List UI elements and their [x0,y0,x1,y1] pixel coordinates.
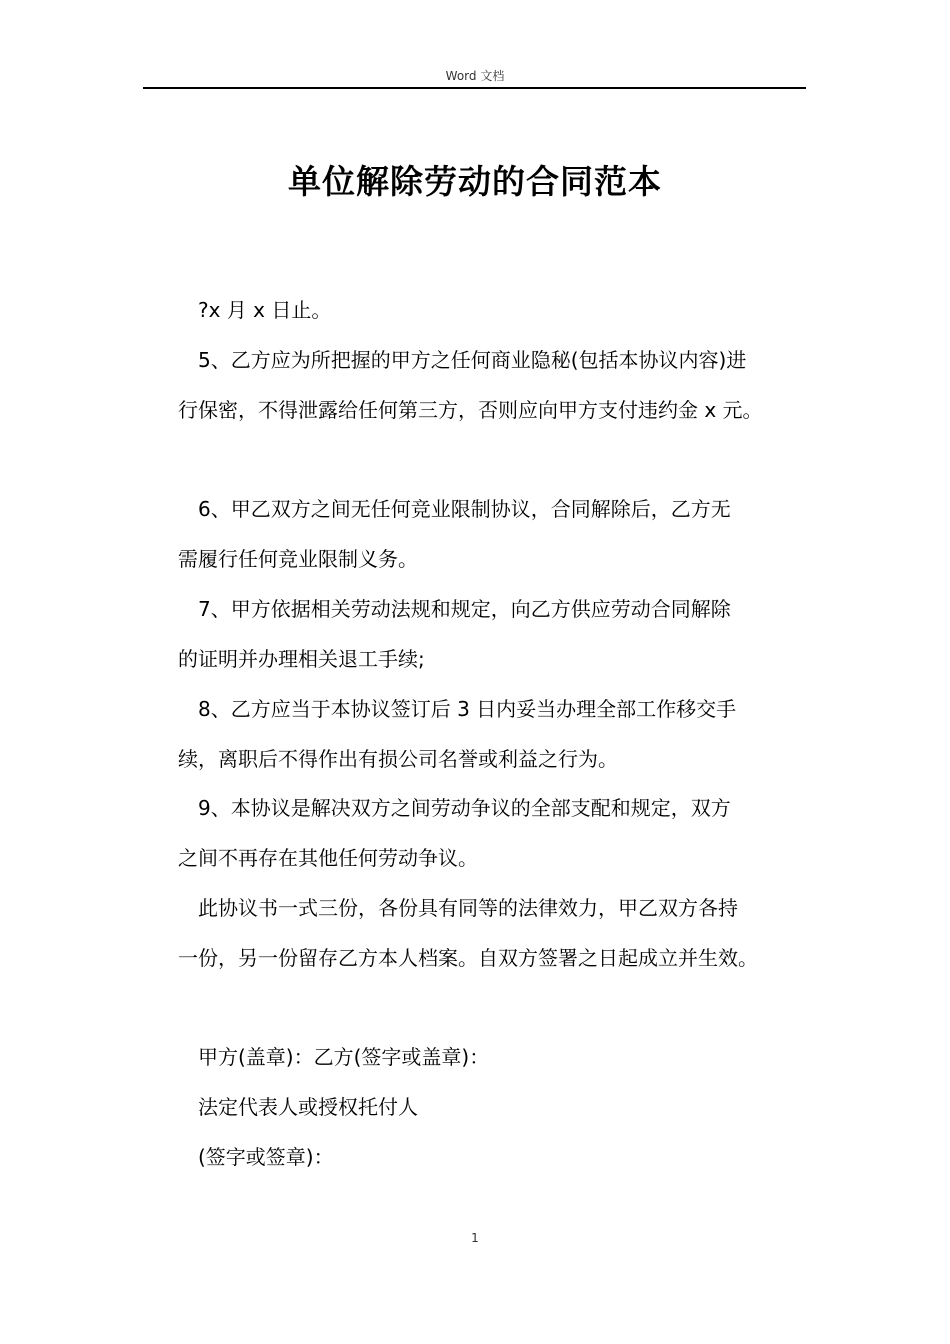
body-line: 续，离职后不得作出有损公司名誉或利益之行为。 [178,747,618,771]
header-divider [143,87,806,89]
body-line: 行保密，不得泄露给任何第三方，否则应向甲方支付违约金 x 元。 [178,398,763,422]
body-line: 5、乙方应为所把握的甲方之任何商业隐秘(包括本协议内容)进 [198,348,747,372]
document-title: 单位解除劳动的合同范本 [288,162,662,201]
body-line: 的证明并办理相关退工手续; [178,647,425,671]
body-line: 之间不再存在其他任何劳动争议。 [178,846,478,870]
header-label: Word 文档 [445,69,505,83]
body-line: 7、甲方依据相关劳动法规和规定，向乙方供应劳动合同解除 [198,597,731,621]
body-line: 需履行任何竞业限制义务。 [178,547,418,571]
body-line: ?x 月 x 日止。 [198,298,332,322]
body-line: 9、本协议是解决双方之间劳动争议的全部支配和规定，双方 [198,796,731,820]
signature-line: (签字或签章)： [198,1145,334,1169]
body-line: 一份，另一份留存乙方本人档案。自双方签署之日起成立并生效。 [178,946,758,970]
body-line: 此协议书一式三份，各份具有同等的法律效力，甲乙双方各持 [198,896,738,920]
signature-line: 甲方(盖章)：乙方(签字或盖章)： [198,1045,490,1069]
signature-line: 法定代表人或授权托付人 [198,1095,418,1119]
page-number: 1 [471,1231,479,1245]
body-line: 8、乙方应当于本协议签订后 3 日内妥当办理全部工作移交手 [198,697,737,721]
body-line: 6、甲乙双方之间无任何竞业限制协议，合同解除后，乙方无 [198,497,731,521]
